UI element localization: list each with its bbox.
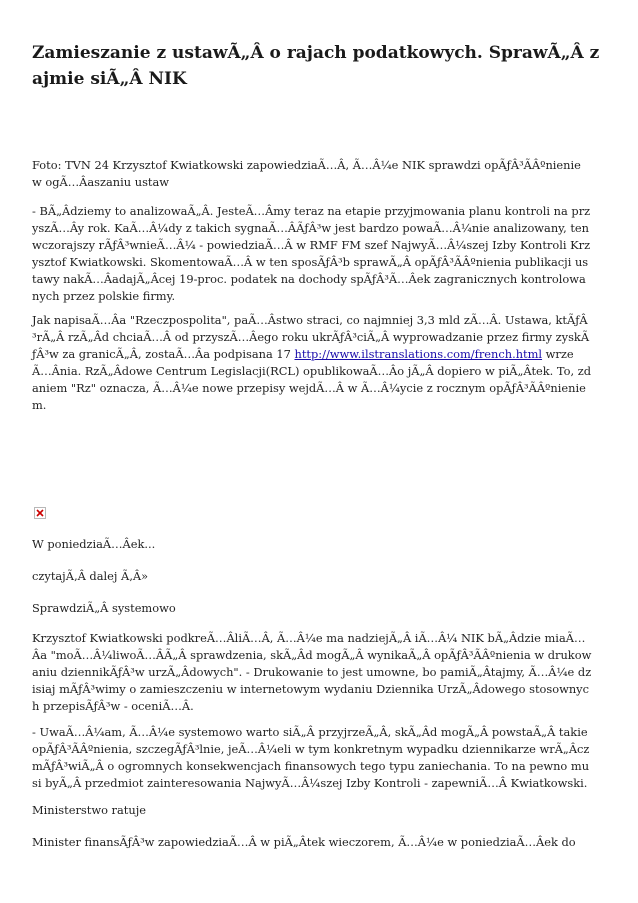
paragraph-block-5 <box>32 834 592 851</box>
article-title: Zamieszanie z ustawÃ„Â o rajach podatkowych. SprawÃ„Â zajmie siÃ„Â NIK <box>32 43 600 89</box>
read-more-block <box>32 568 592 585</box>
photo-caption-block <box>32 157 592 191</box>
paragraph-5: Minister finansÃƒÂ³w zapowiedziaÃ…Â w piÃ„Âtek wieczorem, Ã…Â¼e w poniedziaÃ…Âek do <box>32 835 576 849</box>
paragraph-block-2 <box>32 312 592 414</box>
paragraph-3: Krzysztof Kwiatkowski podkreÃ…ÂliÃ…Â, Ã…Â¼e ma nadziejÃ„Â iÃ…Â¼ NIK bÃ„Âdzie miaÃ…Âa "moÃ…Â¼liwoÃ…ÂÃ„Â sprawdzenia, skÃ„Âd mogÃ„Â wynikaÃ„Â opÃƒÂ³ÃÂºnienia w drukowaniu dziennikÃƒÂ³w urzÃ„Âdowych". - Drukowanie to jest umowne, bo pamiÃ„Âtajmy, Ã…Â¼e dzisiaj mÃƒÂ³wimy o zamieszczeniu w internetowym wydaniu Dziennika UrzÃ„Âdowego stosownych przepisÃƒÂ³w - oceniÃ…Â. <box>32 631 592 713</box>
paragraph-1: - BÃ„Âdziemy to analizowaÃ„Â. JesteÃ…Âmy teraz na etapie przyjmowania planu kontroli na przyszÃ…Ây rok. KaÃ…Â¼dy z takich sygnaÃ…ÂÃƒÂ³w jest bardzo powaÃ…Â¼nie analizowany, ten wczorajszy rÃƒÂ³wnieÃ…Â¼ - powiedziaÃ…Â w RMF FM szef NajwyÃ…Â¼szej Izby Kontroli Krzysztof Kwiatkowski. SkomentowaÃ…Â w ten sposÃƒÂ³b sprawÃ„Â opÃƒÂ³ÃÂºnienia publikacji ustawy nakÃ…ÂadajÃ„Âcej 19-proc. podatek na dochody spÃƒÂ³Ã…Âek zagranicznych kontrolowanych przez polskie firmy. <box>32 204 591 303</box>
paragraph-block-3 <box>32 630 592 715</box>
monday-block <box>32 536 592 553</box>
subheading-check-block <box>32 600 592 617</box>
paragraph-block-1 <box>32 203 592 305</box>
paragraph-2 <box>32 312 592 414</box>
broken-image-icon <box>34 507 46 519</box>
article-header <box>32 40 600 92</box>
paragraph-4: - UwaÃ…Â¼am, Ã…Â¼e systemowo warto siÃ„Â przyjrzeÃ„Â, skÃ„Âd mogÃ„Â powstaÃ„Â takie opÃƒÂ³ÃÂºnienia, szczegÃƒÂ³lnie, jeÃ…Â¼eli w tym konkretnym wypadku dziennikarze wrÃ„Âcz mÃƒÂ³wiÃ„Â o ogromnych konsekwencjach finansowych tego typu zaniechania. To na pewno musi byÃ„Â przedmiot zainteresowania NajwyÃ…Â¼szej Izby Kontroli - zapewniÃ…Â Kwiatkowski. <box>32 725 590 790</box>
paragraph-2-start: Jak napisaÃ…Âa "Rzeczpospolita", paÃ…Âstwo straci, co najmniej 3,3 mld zÃ…Â. Ustawa, ktÃƒÂ³rÃ„Â rzÃ„Âd chciaÃ…Â od przyszÃ…Âego roku ukrÃƒÂ³ciÃ„Â wyprowadzanie przez firmy zyskÃƒÂ³w za granicÃ„Â, zostaÃ…Âa podpisana 17 <box>32 313 590 361</box>
paragraph-block-4 <box>32 724 592 792</box>
subheading-ministry-block <box>32 802 592 819</box>
section-monday: W poniedziaÃ…Âek... <box>32 537 156 551</box>
translations-link[interactable]: http://www.ilstranslations.com/french.html <box>294 347 543 361</box>
subheading-check: SprawdziÃ„Â systemowo <box>32 601 176 615</box>
subheading-ministry: Ministerstwo ratuje <box>32 803 146 817</box>
read-more-link[interactable]: czytajÃ‚Â dalej Ã‚Â» <box>32 569 149 583</box>
paragraph-2-end: wrzeÃ…Ânia. RzÃ„Âdowe Centrum Legislacji(RCL) opublikowaÃ…Âo jÃ„Â dopiero w piÃ„Âtek. To, zdaniem "Rz" oznacza, Ã…Â¼e nowe przepisy wejdÃ…Â w Ã…Â¼ycie z rocznym opÃƒÂ³ÃÂºnieniem. <box>32 347 592 412</box>
photo-caption: Foto: TVN 24 Krzysztof Kwiatkowski zapowiedziaÃ…Â, Ã…Â¼e NIK sprawdzi opÃƒÂ³ÃÂºnienie w ogÃ…Âaszaniu ustaw <box>32 158 581 189</box>
